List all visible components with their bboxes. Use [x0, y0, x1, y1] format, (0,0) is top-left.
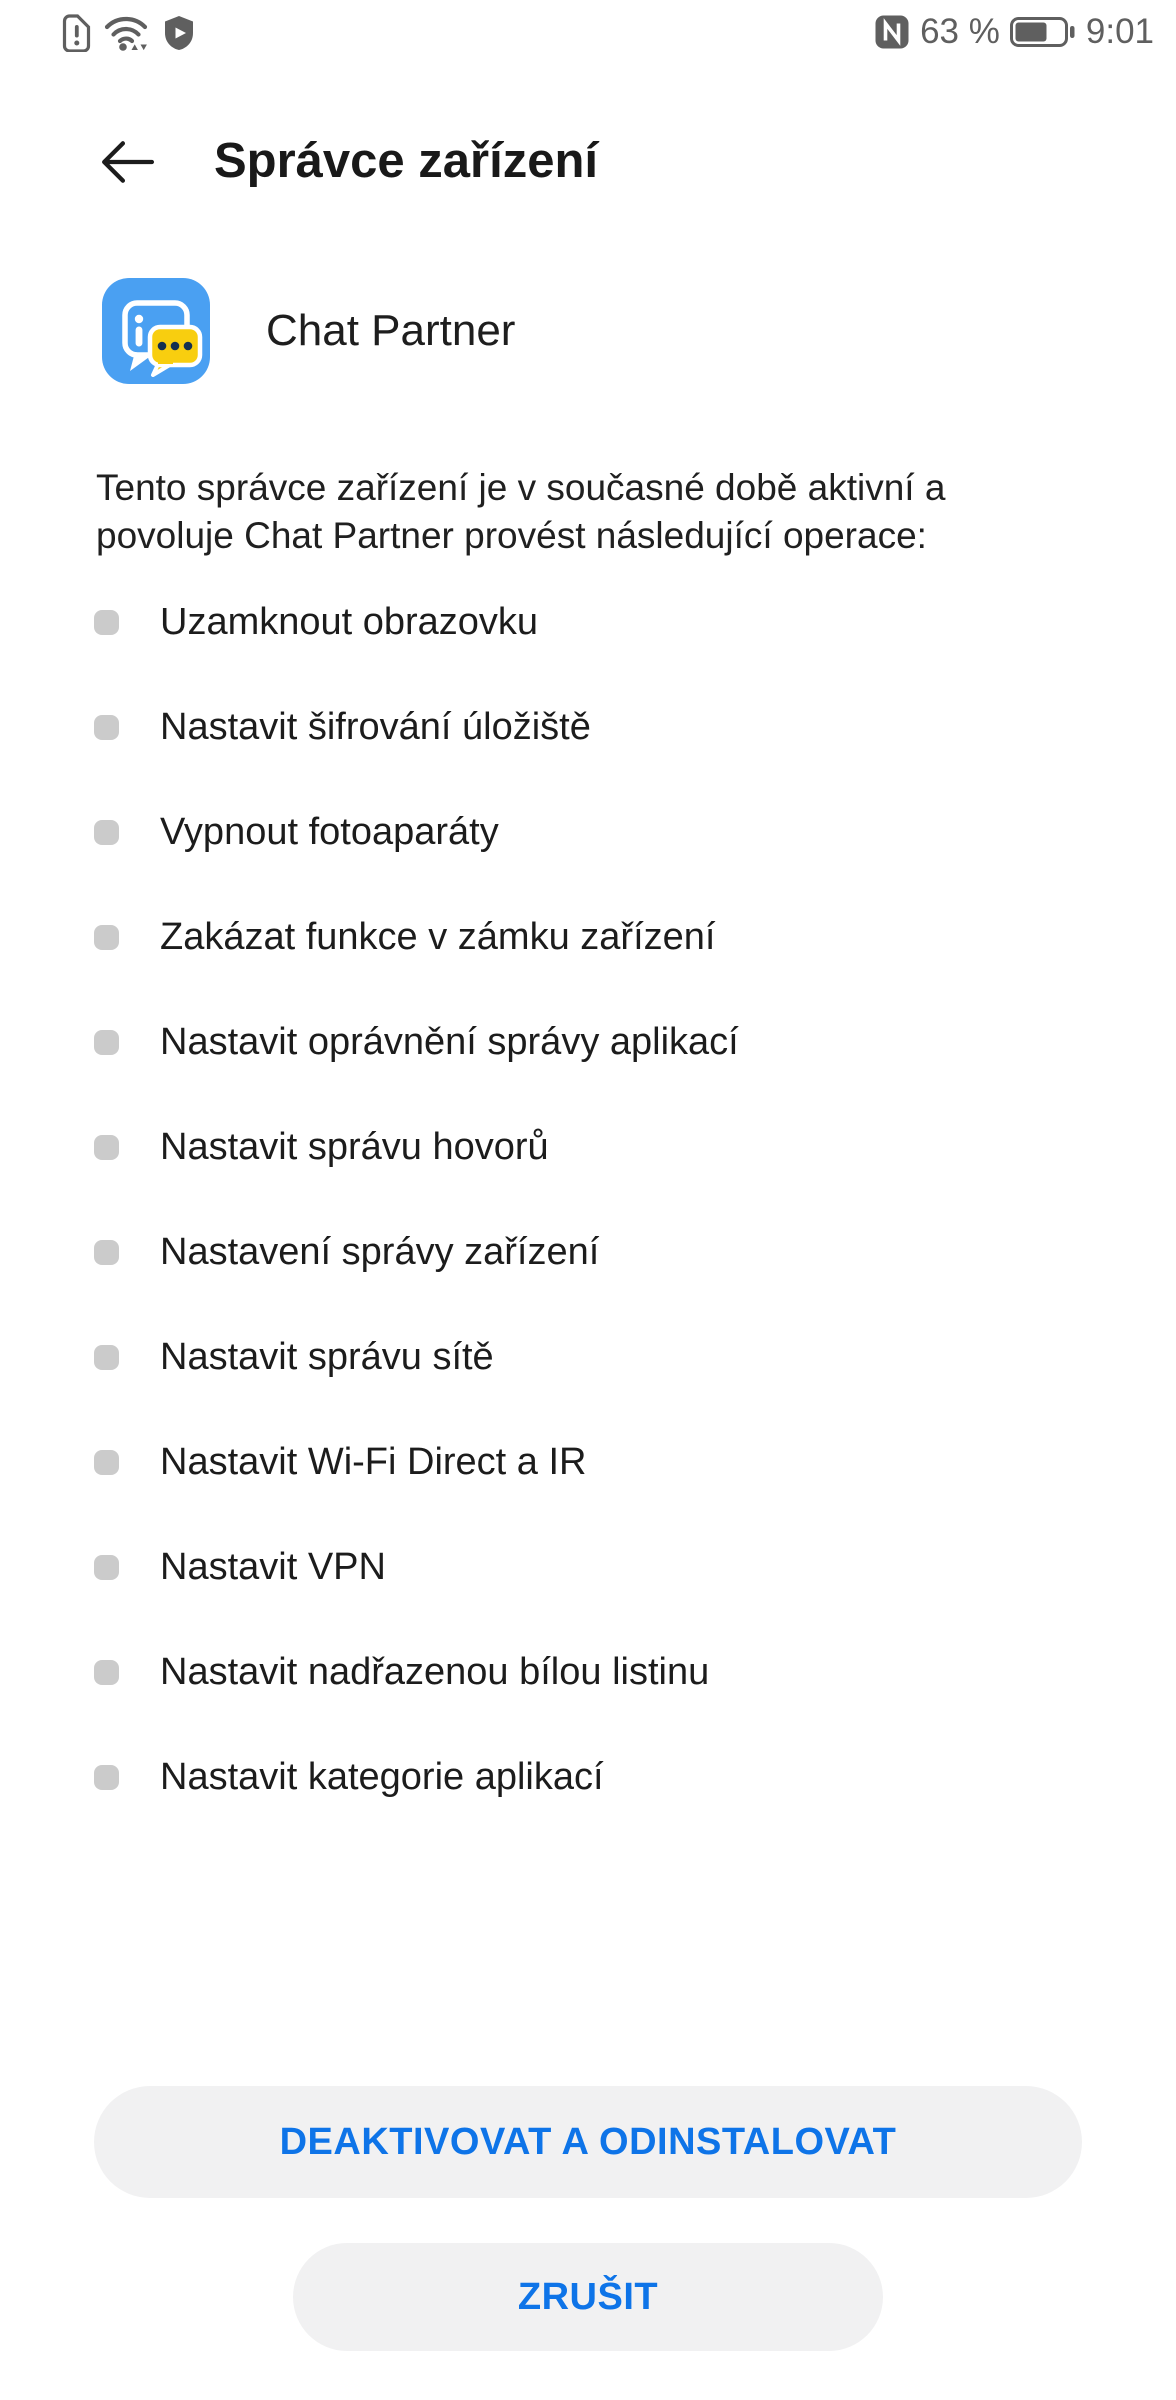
- rounded-square-bullet-icon: [94, 1450, 119, 1475]
- rounded-square-bullet-icon: [94, 1030, 119, 1055]
- permission-item: Nastavit nadřazenou bílou listinu: [0, 1620, 1176, 1725]
- rounded-square-bullet-icon: [94, 1555, 119, 1580]
- battery-icon: [1010, 16, 1076, 48]
- description: [96, 464, 1136, 560]
- rounded-square-bullet-icon: [94, 610, 119, 635]
- app-row: [102, 278, 515, 384]
- shield-play-icon: [162, 14, 196, 52]
- chat-partner-app-icon: [102, 278, 210, 384]
- sim-alert-icon: [62, 14, 91, 52]
- permission-item: Nastavit VPN: [0, 1515, 1176, 1620]
- cancel-button[interactable]: ZRUŠIT: [293, 2243, 883, 2351]
- description-line-2: povoluje Chat Partner provést následující operace:: [96, 515, 927, 556]
- status-bar-left: [62, 14, 196, 52]
- permission-item: Nastavení správy zařízení: [0, 1200, 1176, 1305]
- deactivate-uninstall-button[interactable]: DEAKTIVOVAT A ODINSTALOVAT: [94, 2086, 1082, 2198]
- rounded-square-bullet-icon: [94, 1660, 119, 1685]
- clock: 9:01: [1085, 12, 1154, 51]
- permission-item: Nastavit oprávnění správy aplikací: [0, 990, 1176, 1095]
- permission-item: Nastavit správu hovorů: [0, 1095, 1176, 1200]
- back-arrow-icon: [98, 137, 156, 190]
- wifi-icon: [103, 14, 150, 52]
- description-line-1: Tento správce zařízení je v současné době aktivní a: [96, 467, 946, 508]
- page-title: Správce zařízení: [214, 134, 599, 188]
- permission-item: Uzamknout obrazovku: [0, 570, 1176, 675]
- permission-item: Nastavit správu sítě: [0, 1305, 1176, 1410]
- nfc-icon: [874, 14, 910, 50]
- back-button[interactable]: [94, 130, 160, 196]
- permission-item: Zakázat funkce v zámku zařízení: [0, 885, 1176, 990]
- rounded-square-bullet-icon: [94, 820, 119, 845]
- rounded-square-bullet-icon: [94, 1240, 119, 1265]
- app-name: Chat Partner: [266, 306, 516, 355]
- permission-item: Vypnout fotoaparáty: [0, 780, 1176, 885]
- rounded-square-bullet-icon: [94, 715, 119, 740]
- status-bar-right: [874, 12, 1154, 52]
- battery-percent: 63 %: [920, 12, 1000, 51]
- permission-item: Nastavit Wi-Fi Direct a IR: [0, 1410, 1176, 1515]
- rounded-square-bullet-icon: [94, 925, 119, 950]
- permissions-list: [0, 570, 1176, 1830]
- rounded-square-bullet-icon: [94, 1345, 119, 1370]
- rounded-square-bullet-icon: [94, 1135, 119, 1160]
- permission-item: Nastavit šifrování úložiště: [0, 675, 1176, 780]
- rounded-square-bullet-icon: [94, 1765, 119, 1790]
- permission-item: Nastavit kategorie aplikací: [0, 1725, 1176, 1830]
